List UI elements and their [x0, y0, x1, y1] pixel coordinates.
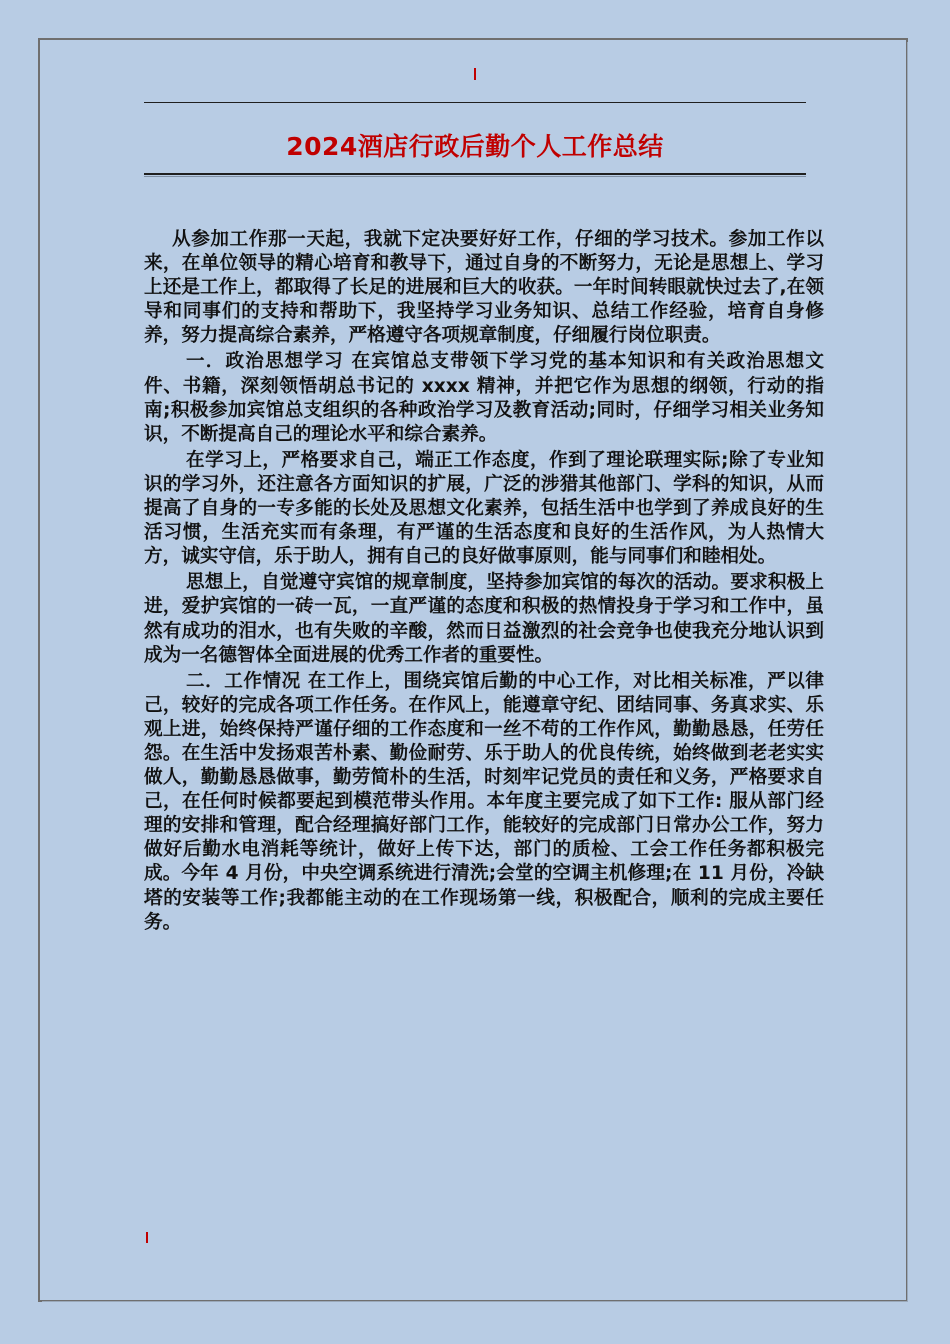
paragraph-work: 二．工作情况 在工作上，围绕宾馆后勤的中心工作，对比相关标准，严以律己，较好的完成各项工作任务。在作风上，能遵章守纪、团结同事、务真求实、乐观上进，始终保持严谨仔细的工作态度和一丝不苟的工作作风，勤勤恳恳，任劳任怨。在生活中发扬艰苦朴素、勤俭耐劳、乐于助人的优良传统，始终做到老老实实做人，勤勤恳恳做事，勤劳简朴的生活，时刻牢记党员的责任和义务，严格要求自己，在任何时候都要起到模范带头作用。本年度主要完成了如下工作: 服从部门经理的安排和管理，配合经理搞好部门工作，能较好的完成部门日常办公工作，努力做好后勤水电消耗等统计，做好上传下达，部门的质检、工会工作任务都积极完成。今年 4 月份，中央空调系统进行清洗;会堂的空调主机修理;在 11 月份，冷缺塔的安装等工作;我都能主动的在工作现场第一线，积极配合，顺利的完成主要任务。 — [144, 670, 824, 933]
document-title: 2024酒店行政后勤个人工作总结 — [286, 132, 664, 161]
title-underline — [144, 173, 806, 175]
paragraph-intro: 从参加工作那一天起，我就下定决要好好工作，仔细的学习技术。参加工作以来，在单位领导的精心培育和教导下，通过自身的不断努力，无论是思想上、学习上还是工作上，都取得了长足的进展和巨大的收获。一年时间转眼就快过去了,在领导和同事们的支持和帮助下，我坚持学习业务知识、总结工作经验，培育自身修养，努力提高综合素养，严格遵守各项规章制度，仔细履行岗位职责。 — [144, 229, 824, 347]
header-rule — [144, 102, 806, 103]
paragraph-political-study: 一．政治思想学习 在宾馆总支带领下学习党的基本知识和有关政治思想文件、书籍，深刻领悟胡总书记的 xxxx 精神，并把它作为思想的纲领，行动的指南;积极参加宾馆总支组织的各种政治学习及教育活动;同时，仔细学习相关业务知识，不断提高自己的理论水平和综合素养。 — [144, 351, 824, 445]
document-body — [144, 228, 824, 935]
footer-marker — [146, 1232, 148, 1243]
paragraph-thinking: 思想上，自觉遵守宾馆的规章制度，坚持参加宾馆的每次的活动。要求积极上进，爱护宾馆的一砖一瓦，一直严谨的态度和积极的热情投身于学习和工作中，虽然有成功的泪水，也有失败的辛酸，然而日益激烈的社会竞争也使我充分地认识到成为一名德智体全面进展的优秀工作者的重要性。 — [144, 572, 824, 666]
paragraph-learning: 在学习上，严格要求自己，端正工作态度，作到了理论联理实际;除了专业知识的学习外，还注意各方面知识的扩展，广泛的涉猎其他部门、学科的知识，从而提高了自身的一专多能的长处及思想文化素养，包括生活中也学到了养成良好的生活习惯，生活充实而有条理，有严谨的生活态度和良好的生活作风，为人热情大方，诚实守信，乐于助人，拥有自己的良好做事原则，能与同事们和睦相处。 — [144, 449, 824, 568]
title-underline-shadow — [144, 176, 806, 177]
header-marker — [474, 68, 476, 80]
